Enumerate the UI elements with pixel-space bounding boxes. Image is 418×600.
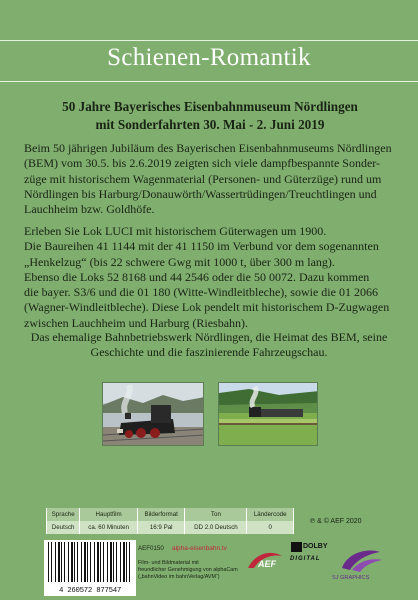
title-rule-top — [0, 40, 418, 41]
catalog-number: AEF0150 — [138, 545, 164, 552]
barcode-bar — [64, 542, 65, 582]
sj-graphics-logo — [338, 546, 384, 574]
barcode-bar — [90, 542, 91, 582]
credits-line: Film- und Bildmaterial mit — [138, 560, 199, 566]
text-line: die bayer. S3/6 und die 01 180 (Witte-Windleitbleche), sowie die 01 2066 — [24, 285, 378, 300]
specs-value-cell: 16:9 Pal — [137, 521, 185, 534]
steam-locomotive-photo — [102, 382, 204, 446]
specs-header-cell: Sprache — [47, 508, 80, 521]
barcode-bar — [126, 542, 127, 582]
barcode-bar — [94, 542, 95, 582]
description-paragraph-1 — [24, 141, 394, 217]
barcode-bar — [55, 542, 56, 582]
specs-header-cell: Ländercode — [247, 508, 294, 521]
series-title: Schienen-Romantik — [107, 44, 311, 71]
barcode-bar — [74, 542, 75, 582]
text-line: zwischen Lauchheim und Harburg (Riesbahn). — [24, 315, 249, 330]
dolby-wordmark: DOLBY — [303, 543, 328, 550]
text-line: Lauchheim bzw. Goldhöfe. — [24, 202, 155, 217]
barcode-bar — [100, 542, 101, 582]
barcode-bar — [48, 542, 49, 582]
text-line: Geschichte und die faszinierende Fahrzeugschau. — [90, 345, 328, 360]
text-line: Die Baureihen 41 1144 mit der 41 1150 im Verbund vor dem sogenannten — [24, 239, 379, 254]
barcode-bar — [97, 542, 99, 582]
text-line: „Henkelzug“ (bis 22 schwere Gwg mit 1000 t, über 300 m lang). — [24, 254, 335, 269]
sj-graphics-label: SJ GRAPHICS — [332, 575, 370, 581]
aef-logo-text: AEF — [258, 559, 276, 569]
text-line: (Wagner-Windleitbleche). Diese Lok pendelt mit historischem D-Zugwagen — [24, 300, 390, 315]
barcode-bar — [87, 542, 88, 582]
barcode-bar — [61, 542, 62, 582]
specs-value-cell: DD 2.0 Deutsch — [185, 521, 247, 534]
barcode-bar — [113, 542, 114, 582]
copyright-notice: ℗ & © AEF 2020 — [310, 518, 362, 525]
credits-line: („bahnVideo im bahnVerlag/AVM“) — [138, 574, 220, 581]
text-line: Das ehemalige Bahnbetriebswerk Nördlingen, die Heimat des BEM, seine — [30, 330, 388, 344]
specs-value-cell: ca. 60 Minuten — [80, 521, 138, 534]
text-line: Erleben Sie Lok LUCI mit historischem Güterwagen um 1900. — [24, 224, 327, 238]
barcode-bar — [71, 542, 73, 582]
text-line: Nördlingen bis Harburg/Donauwörth/Wassertrüdingen/Treuchtlingen und — [24, 186, 377, 201]
specs-value-cell: Deutsch — [47, 521, 80, 534]
credits — [138, 560, 256, 582]
specs-header-cell: Bilderformat — [137, 508, 185, 521]
specs-header-row — [47, 508, 294, 521]
barcode-bar — [123, 542, 125, 582]
barcode — [44, 540, 136, 596]
title-rule-bottom — [0, 81, 418, 82]
train-in-landscape-photo — [218, 382, 318, 446]
description-paragraph-2 — [24, 224, 394, 331]
text-line: züge mit historischem Wagenmaterial (Personen- und Güterzüge) rund um — [24, 171, 382, 186]
barcode-bars — [44, 540, 136, 584]
dolby-digital-logo — [290, 541, 328, 569]
barcode-bar — [84, 542, 86, 582]
aef-logo — [246, 548, 284, 572]
barcode-bar — [120, 542, 121, 582]
headline-line-2: mit Sonderfahrten 30. Mai - 2. Juni 2019 — [95, 117, 325, 132]
specs-value-cell: 0 — [247, 521, 294, 534]
text-line: Beim 50 jährigen Jubiläum des Bayerischen Eisenbahnmuseums Nördlingen — [24, 141, 392, 155]
credits-line: freundlicher Genehmigung von alphaCam — [138, 567, 238, 574]
website-link[interactable]: alpha-eisenbahn.tv — [172, 545, 227, 552]
dolby-double-d-icon — [291, 542, 302, 552]
specs-header-cell: Ton — [185, 508, 247, 521]
specs-table — [46, 508, 294, 534]
specs-header-cell: Hauptfilm — [80, 508, 138, 521]
specs-value-row — [47, 521, 294, 534]
barcode-bar — [107, 542, 108, 582]
text-line: Ebenso die Loks 52 8168 und 44 2546 oder die 50 0072. Dazu kommen — [24, 269, 370, 284]
barcode-digits: 4 260572 877547 — [58, 587, 122, 595]
barcode-bar — [68, 542, 69, 582]
barcode-bar — [103, 542, 104, 582]
description-paragraph-3 — [24, 330, 394, 361]
headline — [40, 98, 380, 134]
digital-wordmark: DIGITAL — [290, 556, 321, 562]
headline-line-1: 50 Jahre Bayerisches Eisenbahnmuseum Nördlingen — [62, 99, 358, 114]
barcode-bar — [81, 542, 82, 582]
barcode-bar — [110, 542, 112, 582]
barcode-bar — [77, 542, 78, 582]
text-line: (BEM) vom 30.5. bis 2.6.2019 zeigten sich viele dampfbespannte Sonder- — [24, 156, 381, 171]
barcode-bar — [51, 542, 52, 582]
barcode-bar — [129, 542, 130, 582]
barcode-bar — [58, 542, 60, 582]
barcode-bar — [116, 542, 117, 582]
